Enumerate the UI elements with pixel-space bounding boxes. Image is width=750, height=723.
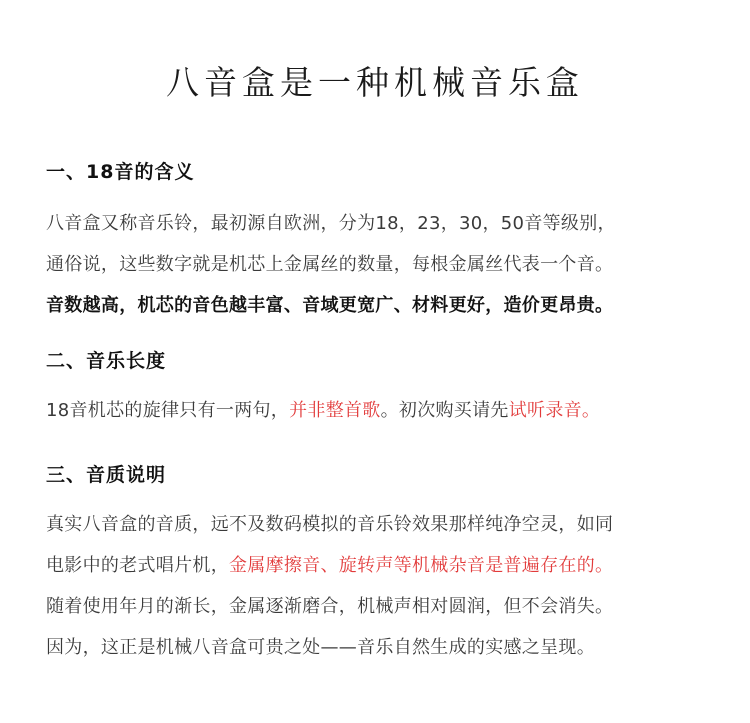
text-span: 真实八音盒的音质，远不及数码模拟的音乐铃效果那样纯净空灵，如同 [46, 514, 614, 535]
text-span: 通俗说，这些数字就是机芯上金属丝的数量，每根金属丝代表一个音。 [46, 254, 614, 275]
text-line [46, 244, 726, 285]
section-body [46, 390, 726, 431]
section-heading: 三、音质说明 [46, 464, 167, 486]
text-line [46, 627, 726, 668]
section-quality [46, 461, 726, 668]
highlight-text: 并非整首歌 [289, 400, 381, 421]
text-line [46, 203, 726, 244]
text-span: 因为，这正是机械八音盒可贵之处——音乐自然生成的实感之呈现。 [46, 637, 595, 658]
section-length [46, 347, 726, 431]
text-line [46, 390, 726, 431]
text-span: 电影中的老式唱片机， [46, 555, 229, 576]
section-meaning [46, 158, 726, 326]
section-heading: 二、音乐长度 [46, 350, 167, 372]
text-line [46, 586, 726, 627]
highlight-text: 试听录音。 [508, 400, 601, 421]
text-line [46, 504, 726, 545]
text-span: 18音机芯的旋律只有一两句， [46, 400, 290, 421]
section-body [46, 203, 726, 326]
text-span: 音数越高，机芯的音色越丰富、音域更宽广、材料更好，造价更昂贵。 [46, 295, 614, 316]
emphasis-line [46, 285, 726, 326]
page-title: 八音盒是一种机械音乐盒 [166, 63, 584, 102]
text-line [46, 545, 726, 586]
highlight-text: 金属摩擦音、旋转声等机械杂音是普遍存在的。 [229, 555, 614, 576]
text-span: 。初次购买请先 [380, 400, 509, 421]
text-span: 随着使用年月的渐长，金属逐渐磨合，机械声相对圆润，但不会消失。 [46, 596, 614, 617]
section-body [46, 504, 726, 668]
text-span: 八音盒又称音乐铃，最初源自欧洲，分为18，23，30，50音等级别， [46, 213, 616, 234]
section-heading: 一、18音的含义 [46, 161, 195, 183]
